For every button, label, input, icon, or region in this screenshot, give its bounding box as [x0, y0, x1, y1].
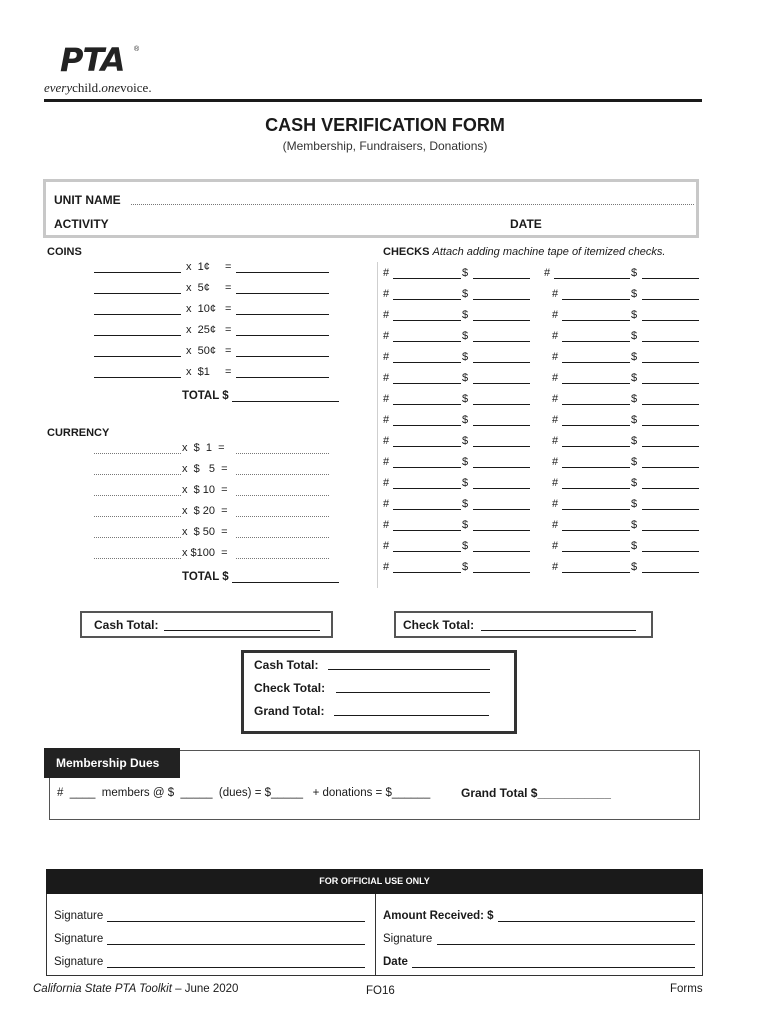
check-dollar-sign: $: [462, 267, 469, 279]
check-number-sign: #: [552, 519, 559, 531]
check-amount-field[interactable]: [473, 572, 530, 573]
check-dollar-sign: $: [462, 372, 469, 384]
check-number-field[interactable]: [393, 509, 461, 510]
check-number-sign: #: [383, 351, 390, 363]
check-number-sign: #: [552, 435, 559, 447]
check-dollar-sign: $: [462, 414, 469, 426]
footer-source: California State PTA Toolkit – June 2020: [33, 983, 239, 995]
check-number-field[interactable]: [393, 299, 461, 300]
currency-heading: CURRENCY: [47, 427, 110, 439]
check-amount-field[interactable]: [473, 383, 530, 384]
coin-equals-sign: =: [225, 345, 232, 357]
bill-count-field[interactable]: [94, 495, 181, 496]
check-amount-field[interactable]: [642, 446, 699, 447]
bill-denomination-label: x $ 20 =: [182, 505, 228, 517]
currency-total-label: TOTAL $: [182, 571, 229, 583]
check-number-field[interactable]: [554, 278, 630, 279]
signature-label-2: Signature: [54, 933, 104, 945]
coin-denomination-label: x $1: [186, 366, 210, 378]
bill-count-field[interactable]: [94, 516, 181, 517]
check-amount-field[interactable]: [642, 551, 699, 552]
coin-amount-field[interactable]: [236, 377, 329, 378]
check-amount-field[interactable]: [473, 551, 530, 552]
check-number-sign: #: [383, 519, 390, 531]
check-total-label: Check Total:: [403, 618, 475, 632]
check-dollar-sign: $: [462, 351, 469, 363]
signature-field-2[interactable]: [107, 944, 365, 945]
signature-label-3: Signature: [54, 956, 104, 968]
bill-denomination-label: x $ 50 =: [182, 526, 228, 538]
signature-field-3[interactable]: [107, 967, 365, 968]
bill-count-field[interactable]: [94, 537, 181, 538]
check-number-sign: #: [552, 351, 559, 363]
check-amount-field[interactable]: [642, 341, 699, 342]
check-number-sign: #: [552, 372, 559, 384]
official-use-heading: FOR OFFICIAL USE ONLY: [46, 869, 703, 894]
signature-field-1[interactable]: [107, 921, 365, 922]
check-number-sign: #: [383, 267, 390, 279]
check-number-sign: #: [383, 372, 390, 384]
check-number-sign: #: [552, 330, 559, 342]
coin-denomination-label: x 5¢: [186, 282, 210, 294]
check-dollar-sign: $: [631, 267, 638, 279]
check-dollar-sign: $: [631, 498, 638, 510]
summary-grand-field[interactable]: [334, 715, 489, 716]
check-number-sign: #: [383, 561, 390, 573]
membership-grand-total[interactable]: Grand Total $___________: [461, 786, 611, 800]
check-amount-field[interactable]: [642, 509, 699, 510]
cash-total-label: Cash Total:: [94, 618, 159, 632]
check-number-field[interactable]: [562, 341, 630, 342]
signature-label-1: Signature: [54, 910, 104, 922]
unit-info-box: [43, 179, 699, 238]
check-amount-field[interactable]: [642, 572, 699, 573]
coin-denomination-label: x 50¢: [186, 345, 216, 357]
checks-header: [383, 246, 665, 258]
check-number-field[interactable]: [393, 404, 461, 405]
check-amount-field[interactable]: [642, 299, 699, 300]
check-dollar-sign: $: [462, 456, 469, 468]
check-amount-field[interactable]: [473, 467, 530, 468]
check-amount-field[interactable]: [473, 530, 530, 531]
check-number-field[interactable]: [393, 320, 461, 321]
check-amount-field[interactable]: [642, 467, 699, 468]
coin-equals-sign: =: [225, 261, 232, 273]
coin-count-field[interactable]: [94, 272, 181, 273]
check-dollar-sign: $: [631, 435, 638, 447]
coin-equals-sign: =: [225, 303, 232, 315]
check-number-sign: #: [383, 477, 390, 489]
check-dollar-sign: $: [631, 456, 638, 468]
official-signature-label: Signature: [383, 933, 433, 945]
check-amount-field[interactable]: [642, 362, 699, 363]
check-amount-field[interactable]: [473, 278, 530, 279]
check-dollar-sign: $: [631, 309, 638, 321]
check-dollar-sign: $: [631, 351, 638, 363]
check-number-field[interactable]: [393, 488, 461, 489]
summary-cash-field[interactable]: [328, 669, 490, 670]
official-date-label: Date: [383, 956, 408, 968]
check-number-field[interactable]: [562, 509, 630, 510]
check-dollar-sign: $: [631, 540, 638, 552]
check-amount-field[interactable]: [642, 404, 699, 405]
coin-denomination-label: x 10¢: [186, 303, 216, 315]
summary-cash-label: Cash Total:: [254, 658, 319, 672]
check-amount-field[interactable]: [642, 530, 699, 531]
footer-form-code: FO16: [366, 985, 395, 997]
check-number-sign: #: [552, 309, 559, 321]
check-number-sign: #: [552, 498, 559, 510]
check-dollar-sign: $: [462, 288, 469, 300]
check-number-sign: #: [383, 309, 390, 321]
check-number-sign: #: [544, 267, 551, 279]
check-number-field[interactable]: [393, 551, 461, 552]
check-amount-field[interactable]: [642, 425, 699, 426]
check-number-sign: #: [383, 435, 390, 447]
check-amount-field[interactable]: [473, 320, 530, 321]
check-dollar-sign: $: [631, 288, 638, 300]
summary-check-field[interactable]: [336, 692, 490, 693]
official-divider: [375, 894, 376, 976]
amount-received-label: Amount Received: $: [383, 910, 494, 922]
check-number-sign: #: [383, 414, 390, 426]
check-number-field[interactable]: [393, 530, 461, 531]
coin-amount-field[interactable]: [236, 314, 329, 315]
check-amount-field[interactable]: [473, 488, 530, 489]
activity-label: ACTIVITY: [54, 217, 109, 231]
check-dollar-sign: $: [462, 519, 469, 531]
check-amount-field[interactable]: [642, 383, 699, 384]
bill-denomination-label: x $ 10 =: [182, 484, 228, 496]
check-dollar-sign: $: [462, 435, 469, 447]
check-number-field[interactable]: [562, 425, 630, 426]
check-dollar-sign: $: [631, 477, 638, 489]
summary-grand-label: Grand Total:: [254, 704, 325, 718]
summary-check-label: Check Total:: [254, 681, 326, 695]
check-amount-field[interactable]: [473, 425, 530, 426]
currency-total-field[interactable]: [232, 582, 339, 583]
coin-denomination-label: x 1¢: [186, 261, 210, 273]
coin-count-field[interactable]: [94, 377, 181, 378]
check-amount-field[interactable]: [473, 299, 530, 300]
coin-equals-sign: =: [225, 324, 232, 336]
membership-dues-line[interactable]: # ____ members @ $ _____ (dues) = $_____ + donations = $______: [57, 787, 431, 799]
bill-count-field[interactable]: [94, 474, 181, 475]
check-number-field[interactable]: [393, 425, 461, 426]
unit-name-field[interactable]: [131, 204, 694, 205]
coin-count-field[interactable]: [94, 356, 181, 357]
check-dollar-sign: $: [462, 540, 469, 552]
bill-denomination-label: x $ 5 =: [182, 463, 228, 475]
coin-equals-sign: =: [225, 366, 232, 378]
bill-count-field[interactable]: [94, 558, 181, 559]
check-number-sign: #: [552, 456, 559, 468]
pta-logo: PTA: [60, 41, 125, 79]
bill-denomination-label: x $ 1 =: [182, 442, 225, 454]
check-dollar-sign: $: [462, 309, 469, 321]
coin-count-field[interactable]: [94, 293, 181, 294]
bill-amount-field[interactable]: [236, 474, 329, 475]
check-number-field[interactable]: [393, 341, 461, 342]
footer-section: Forms: [670, 983, 703, 995]
check-dollar-sign: $: [462, 498, 469, 510]
coin-amount-field[interactable]: [236, 272, 329, 273]
check-number-field[interactable]: [562, 530, 630, 531]
check-amount-field[interactable]: [642, 278, 699, 279]
check-number-field[interactable]: [562, 383, 630, 384]
check-dollar-sign: $: [631, 393, 638, 405]
check-number-field[interactable]: [393, 572, 461, 573]
check-dollar-sign: $: [631, 372, 638, 384]
check-amount-field[interactable]: [473, 446, 530, 447]
coin-amount-field[interactable]: [236, 293, 329, 294]
check-dollar-sign: $: [631, 414, 638, 426]
coins-total-label: TOTAL $: [182, 390, 229, 402]
check-number-sign: #: [383, 456, 390, 468]
coin-equals-sign: =: [225, 282, 232, 294]
check-number-field[interactable]: [562, 299, 630, 300]
check-dollar-sign: $: [631, 330, 638, 342]
check-number-sign: #: [552, 561, 559, 573]
check-number-field[interactable]: [393, 467, 461, 468]
check-number-field[interactable]: [393, 278, 461, 279]
bill-amount-field[interactable]: [236, 516, 329, 517]
check-dollar-sign: $: [462, 330, 469, 342]
check-number-field[interactable]: [562, 467, 630, 468]
coin-denomination-label: x 25¢: [186, 324, 216, 336]
check-number-sign: #: [552, 477, 559, 489]
check-number-sign: #: [383, 498, 390, 510]
check-number-field[interactable]: [562, 320, 630, 321]
check-amount-field[interactable]: [473, 341, 530, 342]
check-dollar-sign: $: [631, 519, 638, 531]
official-date-field[interactable]: [412, 967, 695, 968]
bill-amount-field[interactable]: [236, 558, 329, 559]
check-dollar-sign: $: [631, 561, 638, 573]
checks-note: Attach adding machine tape of itemized checks.: [432, 246, 666, 258]
check-amount-field[interactable]: [473, 509, 530, 510]
check-number-sign: #: [383, 330, 390, 342]
check-number-field[interactable]: [393, 446, 461, 447]
check-amount-field[interactable]: [473, 362, 530, 363]
check-amount-field[interactable]: [642, 488, 699, 489]
coin-amount-field[interactable]: [236, 335, 329, 336]
coins-heading: COINS: [47, 246, 82, 258]
check-number-field[interactable]: [562, 551, 630, 552]
check-amount-field[interactable]: [642, 320, 699, 321]
coin-count-field[interactable]: [94, 314, 181, 315]
check-number-sign: #: [552, 414, 559, 426]
check-number-field[interactable]: [393, 383, 461, 384]
official-signature-field[interactable]: [437, 944, 695, 945]
check-number-sign: #: [552, 288, 559, 300]
check-number-sign: #: [383, 288, 390, 300]
column-divider: [377, 262, 378, 588]
check-number-field[interactable]: [562, 572, 630, 573]
bill-count-field[interactable]: [94, 453, 181, 454]
cash-total-field[interactable]: [164, 630, 320, 631]
check-number-field[interactable]: [562, 362, 630, 363]
check-number-sign: #: [552, 393, 559, 405]
registered-mark: ®: [134, 46, 140, 53]
check-dollar-sign: $: [462, 561, 469, 573]
unit-name-label: UNIT NAME: [54, 193, 121, 207]
logo-tagline: everychild.onevoice.: [44, 80, 152, 95]
check-amount-field[interactable]: [473, 404, 530, 405]
form-title: CASH VERIFICATION FORM: [265, 115, 505, 135]
bill-amount-field[interactable]: [236, 537, 329, 538]
header-rule: [44, 99, 702, 102]
membership-dues-tab: Membership Dues: [44, 748, 180, 778]
check-number-field[interactable]: [562, 446, 630, 447]
check-number-sign: #: [552, 540, 559, 552]
check-number-sign: #: [383, 393, 390, 405]
form-subtitle: (Membership, Fundraisers, Donations): [282, 139, 488, 153]
coin-count-field[interactable]: [94, 335, 181, 336]
bill-amount-field[interactable]: [236, 495, 329, 496]
check-number-sign: #: [383, 540, 390, 552]
bill-denomination-label: x $100 =: [182, 547, 228, 559]
check-dollar-sign: $: [462, 477, 469, 489]
check-number-field[interactable]: [393, 362, 461, 363]
coins-total-field[interactable]: [232, 401, 339, 402]
check-number-field[interactable]: [562, 488, 630, 489]
check-number-field[interactable]: [562, 404, 630, 405]
amount-received-field[interactable]: [498, 921, 695, 922]
checks-heading: CHECKS: [383, 246, 430, 258]
bill-amount-field[interactable]: [236, 453, 329, 454]
date-label: DATE: [510, 217, 542, 231]
check-total-field[interactable]: [481, 630, 636, 631]
coin-amount-field[interactable]: [236, 356, 329, 357]
check-dollar-sign: $: [462, 393, 469, 405]
